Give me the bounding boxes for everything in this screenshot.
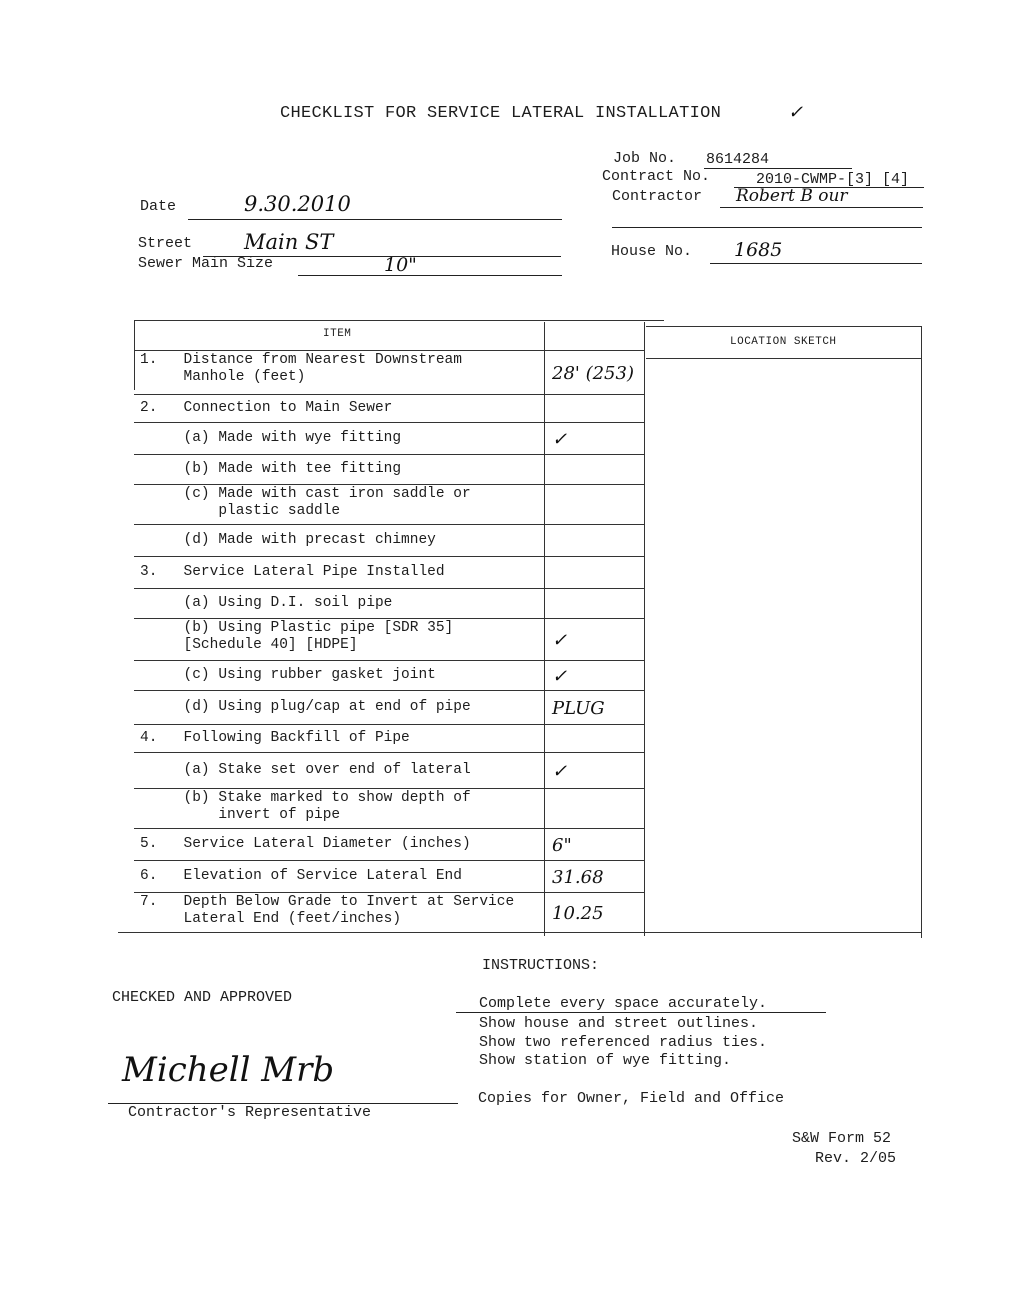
table-left-edge — [134, 320, 135, 390]
row-text: (b) Made with tee fitting — [140, 460, 402, 477]
row-text: 2. Connection to Main Sewer — [140, 399, 393, 416]
instruction-3: Show two referenced radius ties. — [479, 1034, 768, 1051]
house-no-underline — [710, 263, 922, 264]
sewer-main-size-underline — [298, 275, 562, 276]
row-text-2: Manhole (feet) — [140, 369, 306, 385]
form-title: CHECKLIST FOR SERVICE LATERAL INSTALLATION — [280, 104, 722, 123]
instructions-title: INSTRUCTIONS: — [482, 957, 600, 974]
table-row-item — [140, 836, 471, 853]
table-row-item — [140, 667, 436, 684]
date-underline — [188, 219, 562, 220]
row-text: (c) Made with cast iron saddle or — [140, 486, 471, 502]
row-text: 6. Elevation of Service Lateral End — [140, 867, 462, 884]
row-divider — [134, 892, 644, 893]
table-row-item — [140, 461, 401, 478]
table-row-item — [140, 595, 392, 612]
instruction-2: Show house and street outlines. — [479, 1015, 759, 1032]
row-divider — [134, 454, 644, 455]
row-text: (d) Made with precast chimney — [140, 531, 436, 548]
row-divider — [134, 788, 644, 789]
row-text: 5. Service Lateral Diameter (inches) — [140, 835, 471, 852]
table-row-item — [140, 868, 462, 885]
table-row-item — [140, 620, 453, 654]
table-top-right — [646, 326, 922, 327]
table-row-item — [140, 352, 462, 386]
row-mark: 28' (253) — [552, 363, 634, 384]
table-row-item — [140, 894, 514, 928]
date-label: Date — [140, 198, 177, 215]
row-mark: ✓ — [552, 761, 568, 782]
row-text: (a) Stake set over end of lateral — [140, 761, 471, 778]
row-divider — [134, 350, 644, 351]
row-text: (a) Made with wye fitting — [140, 429, 402, 446]
contract-no-value: 2010-CWMP-[3] [4] — [756, 171, 910, 188]
house-no-label: House No. — [611, 243, 693, 260]
row-divider — [134, 484, 644, 485]
col-item-header: ITEM — [323, 328, 352, 340]
contract-no-label: Contract No. — [602, 168, 711, 185]
row-text: 1. Distance from Nearest Downstream — [140, 352, 462, 368]
house-no-value: 1685 — [734, 239, 783, 261]
row-text: (d) Using plug/cap at end of pipe — [140, 698, 471, 715]
sketch-header-line — [646, 358, 922, 359]
row-text-2: Lateral End (feet/inches) — [140, 911, 402, 927]
row-mark: 31.68 — [552, 867, 604, 888]
job-no-label: Job No. — [613, 150, 677, 167]
title-checkmark: ✓ — [788, 102, 804, 123]
row-text: 4. Following Backfill of Pipe — [140, 729, 410, 746]
row-divider — [134, 828, 644, 829]
contractor-value: Robert B our — [736, 186, 848, 206]
street-value: Main ST — [244, 230, 334, 254]
row-divider — [134, 556, 644, 557]
row-divider — [134, 618, 644, 619]
table-row-item — [140, 400, 392, 417]
row-divider — [134, 690, 644, 691]
form-revision: Rev. 2/05 — [815, 1150, 897, 1167]
row-mark: ✓ — [552, 630, 568, 651]
row-divider — [134, 588, 644, 589]
row-text: (b) Using Plastic pipe [SDR 35] — [140, 620, 454, 636]
table-bottom — [118, 932, 922, 933]
row-divider — [134, 860, 644, 861]
instruction-1-underline — [456, 1012, 826, 1013]
instruction-1: Complete every space accurately. — [479, 995, 768, 1012]
table-row-item — [140, 532, 436, 549]
sewer-main-size-label: Sewer Main Size — [138, 255, 274, 272]
row-divider — [134, 394, 644, 395]
signature-caption: Contractor's Representative — [128, 1104, 372, 1121]
table-row-item — [140, 730, 410, 747]
row-divider — [134, 724, 644, 725]
row-text-2: plastic saddle — [140, 503, 341, 519]
row-text-2: invert of pipe — [140, 807, 341, 823]
row-text: (c) Using rubber gasket joint — [140, 666, 436, 683]
row-mark: ✓ — [552, 429, 568, 450]
table-divider-mark — [644, 322, 645, 936]
row-text: (b) Stake marked to show depth of — [140, 790, 471, 806]
contractor-underline-2 — [612, 227, 922, 228]
checked-approved: CHECKED AND APPROVED — [112, 989, 293, 1006]
row-divider — [134, 752, 644, 753]
checklist-table — [118, 320, 922, 940]
table-top-left — [134, 320, 664, 321]
row-text-2: [Schedule 40] [HDPE] — [140, 637, 358, 653]
job-no-value: 8614284 — [706, 151, 770, 168]
job-no-underline — [704, 168, 852, 169]
row-mark: ✓ — [552, 666, 568, 687]
date-value: 9.30.2010 — [244, 192, 351, 216]
instruction-4: Show station of wye fitting. — [479, 1052, 732, 1069]
sewer-main-size-value: 10" — [384, 254, 417, 276]
table-right-edge — [921, 326, 922, 938]
copies-note: Copies for Owner, Field and Office — [478, 1090, 785, 1107]
contractor-underline — [720, 207, 923, 208]
row-divider — [134, 660, 644, 661]
row-text: 3. Service Lateral Pipe Installed — [140, 563, 445, 580]
row-mark: 10.25 — [552, 903, 604, 924]
table-row-item — [140, 762, 471, 779]
table-row-item — [140, 430, 401, 447]
table-row-item — [140, 790, 471, 824]
table-row-item — [140, 564, 445, 581]
signature: Michell Mrb — [122, 1050, 335, 1090]
table-row-item — [140, 699, 471, 716]
row-mark: PLUG — [552, 698, 605, 719]
table-row-item — [140, 486, 471, 520]
col-sketch-header: LOCATION SKETCH — [730, 336, 837, 348]
row-divider — [134, 422, 644, 423]
form-number: S&W Form 52 — [792, 1130, 892, 1147]
contractor-label: Contractor — [612, 188, 703, 205]
row-mark: 6" — [552, 835, 572, 856]
row-divider — [134, 524, 644, 525]
row-text: 7. Depth Below Grade to Invert at Service — [140, 894, 515, 910]
row-text: (a) Using D.I. soil pipe — [140, 594, 393, 611]
table-divider-item — [544, 322, 545, 936]
street-label: Street — [138, 235, 193, 252]
